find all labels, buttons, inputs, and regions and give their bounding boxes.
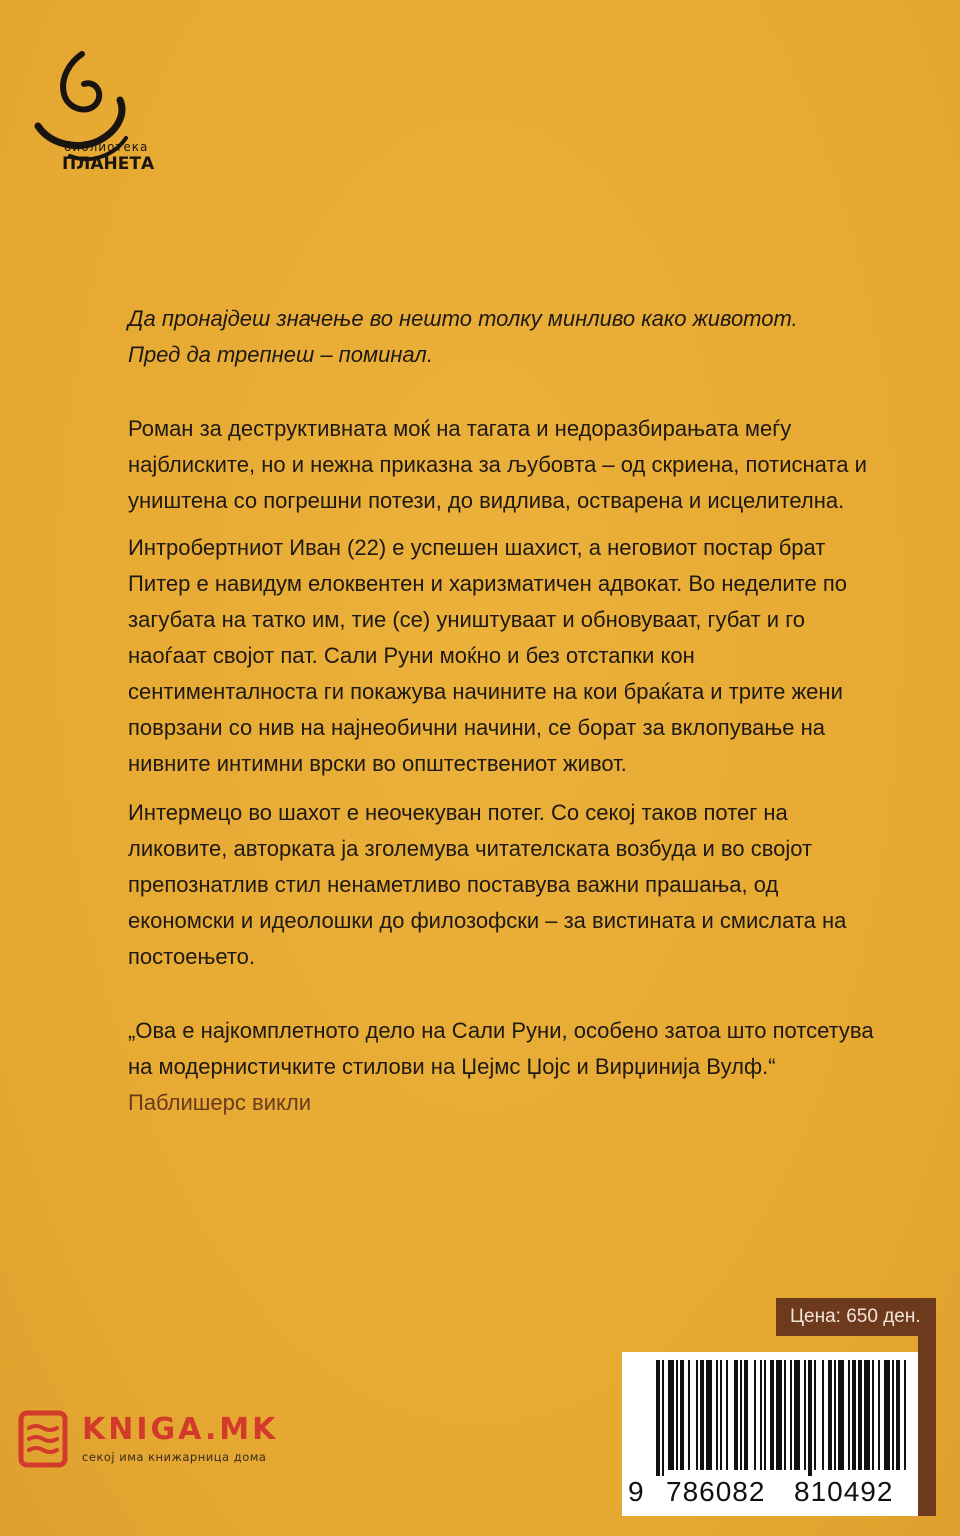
- quote-source: Паблишерс викли: [128, 1090, 311, 1115]
- barcode-bar: [784, 1360, 786, 1470]
- barcode-bar: [794, 1360, 800, 1470]
- barcode-bar: [662, 1360, 664, 1476]
- barcode-bar: [676, 1360, 678, 1470]
- barcode-bar: [878, 1360, 880, 1470]
- isbn-barcode: [622, 1352, 918, 1516]
- barcode-bar: [848, 1360, 850, 1470]
- barcode-bar: [776, 1360, 782, 1470]
- barcode-digits-left: 786082: [666, 1476, 766, 1507]
- barcode-bar: [754, 1360, 756, 1470]
- barcode-bar: [872, 1360, 874, 1470]
- barcode-bar: [656, 1360, 660, 1476]
- price-tag-strip: [918, 1336, 936, 1516]
- barcode-bar: [808, 1360, 812, 1476]
- series-label-small: библиотека: [64, 140, 149, 154]
- store-logo: [18, 1410, 278, 1480]
- barcode-bar: [740, 1360, 742, 1470]
- barcode-bar: [720, 1360, 722, 1470]
- barcode-bar: [896, 1360, 900, 1470]
- barcode-bar: [892, 1360, 894, 1470]
- barcode-bar: [852, 1360, 856, 1470]
- barcode-bar: [760, 1360, 762, 1470]
- motto-line-1: Да пронајдеш значење во нешто толку минливо како животот.: [128, 306, 798, 331]
- barcode-bars: [622, 1352, 918, 1476]
- quote-text: „Ова е најкомплетното дело на Сали Руни, особено затоа што потсетува на модернистичките стилови на Џејмс Џојс и Вирџинија Вулф.“: [128, 1018, 874, 1079]
- description-paragraph-3: Интермецо во шахот е неочекуван потег. Со секој таков потег на ликовите, авторката ја зголемува читателската возбуда и во својот препознатлив стил ненаметливо поставува важни прашања, од економски и идеолошки до филозофски – за вистината и смислата на постоењето.: [128, 800, 847, 969]
- book-stack-icon: [18, 1410, 68, 1468]
- description-paragraph-2: Интробертниот Иван (22) е успешен шахист, а неговиот постар брат Питер е навидум елоквентен и харизматичен адвокат. Во неделите по загубата на татко им, тие (се) уништуваат и обновуваат, губат и го наоѓаат својот пат. Сали Руни моќно и без отстапки кон сентименталноста ги покажува начините на кои браќата и трите жени поврзани со нив на најнеобични начини, се борат за вклопување на нивните интимни врски во општествениот живот.: [128, 535, 848, 776]
- barcode-digits-right: 810492: [794, 1476, 894, 1507]
- barcode-bar: [822, 1360, 824, 1470]
- barcode-bar: [814, 1360, 816, 1470]
- barcode-bar: [770, 1360, 774, 1470]
- barcode-bar: [904, 1360, 906, 1470]
- barcode-bar: [700, 1360, 704, 1470]
- barcode-bar: [688, 1360, 690, 1470]
- barcode-bar: [680, 1360, 684, 1470]
- barcode-bar: [864, 1360, 870, 1470]
- barcode-bar: [706, 1360, 712, 1470]
- barcode-bar: [884, 1360, 890, 1470]
- barcode-bar: [744, 1360, 748, 1470]
- series-label-big: ПЛАНЕТА: [62, 154, 155, 174]
- barcode-bar: [804, 1360, 806, 1470]
- barcode-bar: [668, 1360, 674, 1470]
- motto: [128, 301, 888, 373]
- barcode-digit-first: 9: [628, 1476, 645, 1507]
- barcode-bar: [734, 1360, 738, 1470]
- barcode-bar: [858, 1360, 862, 1470]
- barcode-bar: [838, 1360, 844, 1470]
- motto-line-2: Пред да трепнеш – поминал.: [128, 342, 433, 367]
- store-tagline: секој има книжарница дома: [82, 1450, 267, 1464]
- barcode-bar: [764, 1360, 766, 1470]
- review-quote: [128, 1013, 888, 1121]
- description-paragraph-1: Роман за деструктивната моќ на тагата и недоразбирањата меѓу најблиските, но и нежна приказна за љубовта – од скриена, потисната и уништена со погрешни потези, до видлива, остварена и исцелителна.: [128, 416, 867, 513]
- barcode-bar: [790, 1360, 792, 1470]
- barcode-bar: [696, 1360, 698, 1470]
- barcode-bar: [828, 1360, 832, 1470]
- barcode-bar: [716, 1360, 718, 1470]
- store-name: KNIGA.MK: [82, 1412, 279, 1447]
- barcode-bar: [726, 1360, 728, 1470]
- price-tag: Цена: 650 ден.: [776, 1298, 936, 1336]
- barcode-bar: [834, 1360, 836, 1470]
